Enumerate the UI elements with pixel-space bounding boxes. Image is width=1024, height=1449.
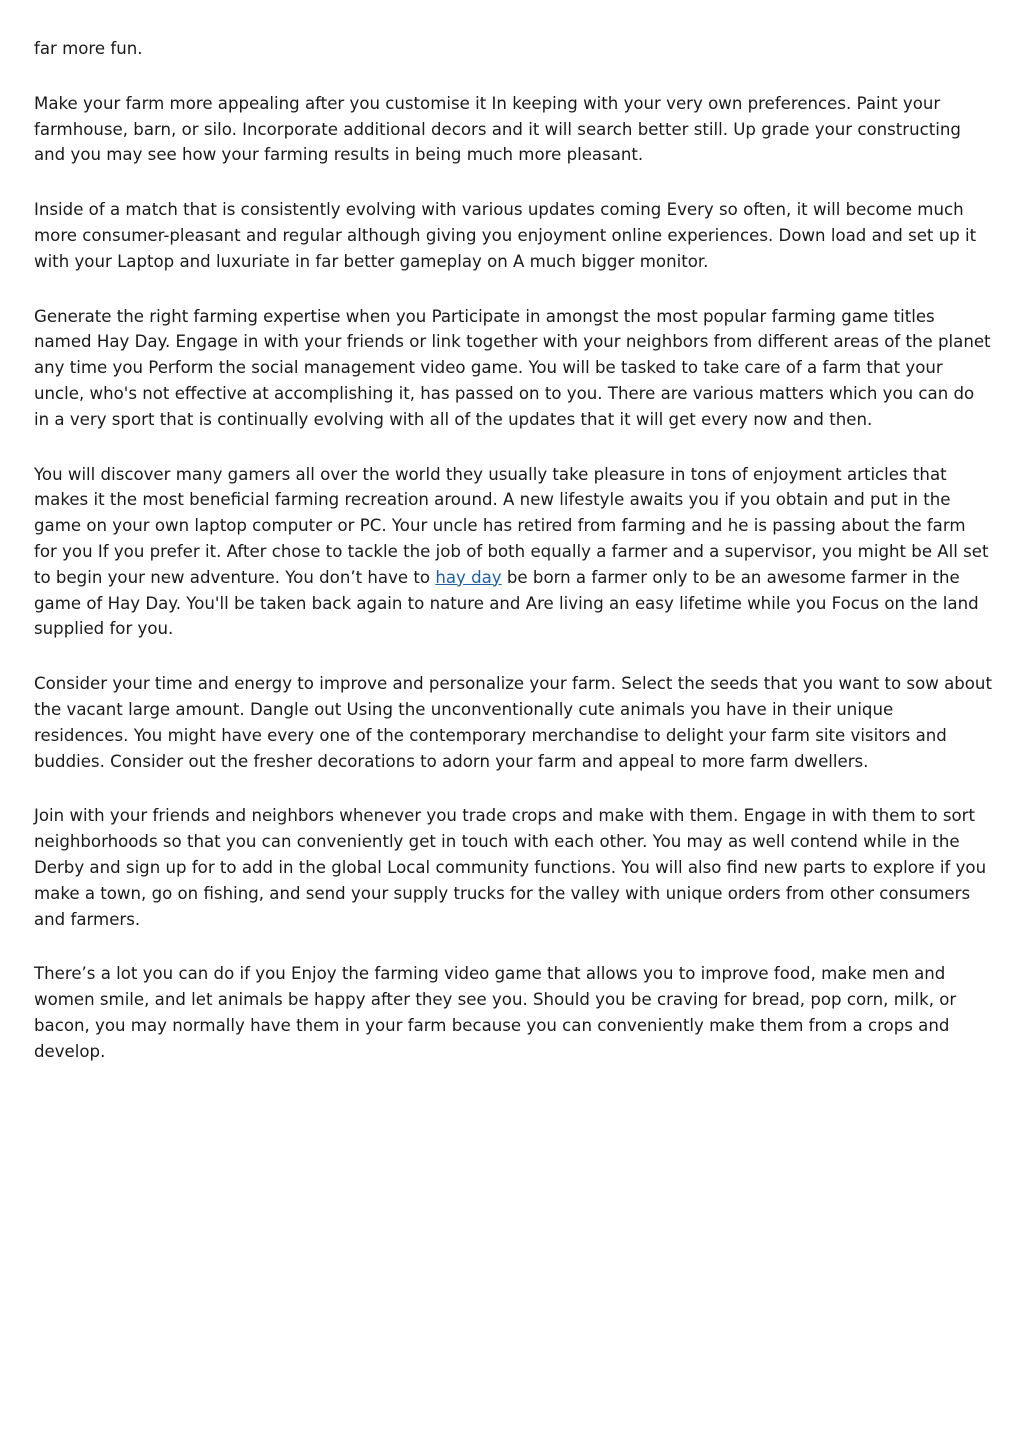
paragraph-2: Make your farm more appealing after you customise it In keeping with your very own preferences. Paint your farmhouse, barn, or silo. Incorporate additional decors and it will search better still. Up grade your constructing and you may see how your farming results in being much more pleasant. <box>34 93 961 165</box>
document-body <box>34 36 992 1094</box>
paragraph-5-text-after-link: be born a farmer only to be an awesome farmer in the game of Hay Day. You'll be taken back again to nature and Are living an easy lifetime while you Focus on the land supplied for you. <box>34 567 979 639</box>
paragraph-5-text-before-link: You will discover many gamers all over the world they usually take pleasure in tons of enjoyment articles that makes it the most beneficial farming recreation around. A new lifestyle awaits you if you obtain and put in the game on your own laptop computer or PC. Your uncle has retired from farming and he is passing about the farm for you If you prefer it. After chose to tackle the job of both equally a farmer and a supervisor, you might be All set to begin your new adventure. You don’t have to <box>34 464 989 587</box>
paragraph-6: Consider your time and energy to improve and personalize your farm. Select the seeds that you want to sow about the vacant large amount. Dangle out Using the unconventionally cute animals you have in their unique residences. You might have every one of the contemporary merchandise to delight your farm site visitors and buddies. Consider out the fresher decorations to adorn your farm and appeal to more farm dwellers. <box>34 674 992 771</box>
paragraph-7: Join with your friends and neighbors whenever you trade crops and make with them. Engage in with them to sort neighborhoods so that you can conveniently get in touch with each other. You may as well contend while in the Derby and sign up for to add in the global Local community functions. You will also find new parts to explore if you make a town, go on fishing, and send your supply trucks for the valley with unique orders from other consumers and farmers. <box>34 806 987 929</box>
paragraph-3: Inside of a match that is consistently evolving with various updates coming Every so often, it will become much more consumer-pleasant and regular although giving you enjoyment online experiences. Down load and set up it with your Laptop and luxuriate in far better gameplay on A much bigger monitor. <box>34 200 977 271</box>
paragraph-5 <box>34 462 992 643</box>
paragraph-8: There’s a lot you can do if you Enjoy the farming video game that allows you to improve food, make men and women smile, and let animals be happy after they see you. Should you be craving for bread, pop corn, milk, or bacon, you may normally have them in your farm because you can conveniently make them from a crops and develop. <box>34 964 957 1061</box>
paragraph-4: Generate the right farming expertise when you Participate in amongst the most popular farming game titles named Hay Day. Engage in with your friends or link together with your neighbors from different areas of the planet any time you Perform the social management video game. You will be tasked to take care of a farm that your uncle, who's not effective at accomplishing it, has passed on to you. There are various matters which you can do in a very sport that is continually evolving with all of the updates that it will get every now and then. <box>34 306 991 429</box>
hay-day-link[interactable]: hay day <box>435 567 502 587</box>
paragraph-1: far more fun. <box>34 39 143 58</box>
